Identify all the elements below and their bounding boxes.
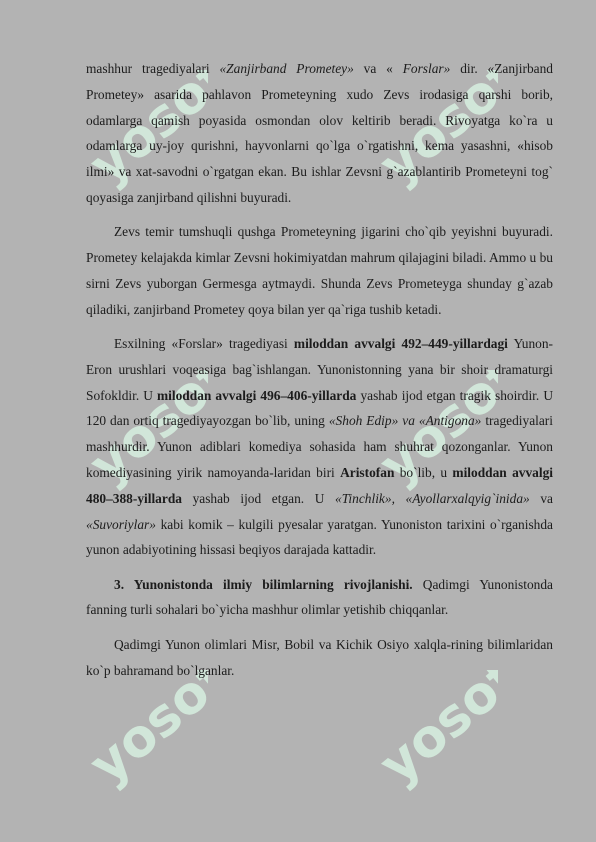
svg-text:yosof: yosof xyxy=(78,70,208,196)
italic-text: «Suvoriylar» xyxy=(86,516,156,532)
document-body xyxy=(86,56,553,692)
paragraph xyxy=(86,219,553,322)
text-run: tragediyalari mashhurdir. Yunon adiblari komediya sohasida ham shuhrat qozonganlar. Yunon komediyasining yirik namoyanda-laridan biri xyxy=(86,413,553,480)
text-run: Qadimgi Yunon olimlari Misr, Bobil va Kichik Osiyo xalqla-rining bilimlaridan ko`p bahramand bo`lganlar. xyxy=(86,636,553,678)
italic-text: «Zanjirband Prometey» xyxy=(219,61,354,76)
text-run: Esxilning «Forslar» tragediyasi xyxy=(114,335,294,351)
svg-text:yosof: yosof xyxy=(78,370,208,496)
bold-text: miloddan avvalgi 496–406-yillarda xyxy=(157,387,357,403)
text-run: yashab ijod etgan tragik shoirdir. U 120 dan ortiq tragediyayozgan bo`lib, uning xyxy=(86,387,553,429)
paragraph xyxy=(86,56,553,211)
text-run: Zevs temir tumshuqli qushga Prometeyning jigarini cho`qib yeyishni buyuradi. Prometey kelajakda kimlar Zevsni hokimiyatdan mahrum qilajagini biladi. Ammo u bu sirni Zevs yuborgan Germesga aytmaydi. Shunda Zevs Prometeyga shunday g`azab qiladiki, zanjirband Prometey qoya bilan yer qa`riga tushib ketadi. xyxy=(86,224,553,317)
text-run: dir. «Zanjirband Prometey» asarida pahlavon Prometeyning xudo Zevs irodasiga qarshi borib, odamlarga qamish poyasida osmondan olov keltirib beradi. Rivoyatga ko`ra u odamlarga uy-joy qurishni, hayvonlarni qo`lga o`rgatishni, kema yasashni, «hisob ilmi» va xat-savodni o`rgatgan ekan. Bu ishlar Zevsni g`azablantirib Prometeyni tog` qoyasiga zanjirband qilishni buyuradi. xyxy=(86,61,553,205)
italic-text: «Shoh Edip» va «Antigona» xyxy=(328,413,482,429)
paragraph xyxy=(86,572,553,624)
text-run: va « xyxy=(353,61,403,76)
svg-text:yosof: yosof xyxy=(78,670,208,796)
text-run: Qadimgi Yunonistonda fanning turli sohalari bo`yicha mashhur olimlar yetishib chiqqanlar. xyxy=(86,576,553,618)
text-run: kabi komik – kulgili pyesalar yaratgan. Yunoniston tarixini o`rganishda yunon adabiyotining hissasi beqiyos darajada kattadir. xyxy=(86,516,553,558)
paragraph xyxy=(86,632,553,684)
bold-text: 3. Yunonistonda ilmiy bilimlarning rivojlanishi. xyxy=(114,576,413,592)
italic-text: «Tinchlik», «Ayollarxalqyig`inida» xyxy=(335,490,530,506)
text-run: bo`lib, u xyxy=(394,464,453,480)
svg-text:yosof: yosof xyxy=(368,670,498,796)
svg-text:yosof: yosof xyxy=(368,70,498,196)
bold-text: miloddan avvalgi 492–449-yillardagi xyxy=(293,335,508,351)
paragraph xyxy=(86,331,553,563)
text-run: va xyxy=(529,490,553,506)
bold-text: miloddan avvalgi 480–388-yillarda xyxy=(86,464,553,506)
bold-text: Aristofan xyxy=(340,464,395,480)
text-run: mashhur tragediyalari xyxy=(86,61,220,76)
italic-text: Forslar» xyxy=(402,61,451,76)
text-run: yashab ijod etgan. U xyxy=(181,490,336,506)
text-run: Yunon-Eron urushlari voqeasiga bag`ishlangan. Yunonistonning yana bir shoir dramaturgi Sofokldir. U xyxy=(86,335,553,403)
svg-text:yosof: yosof xyxy=(368,370,498,496)
